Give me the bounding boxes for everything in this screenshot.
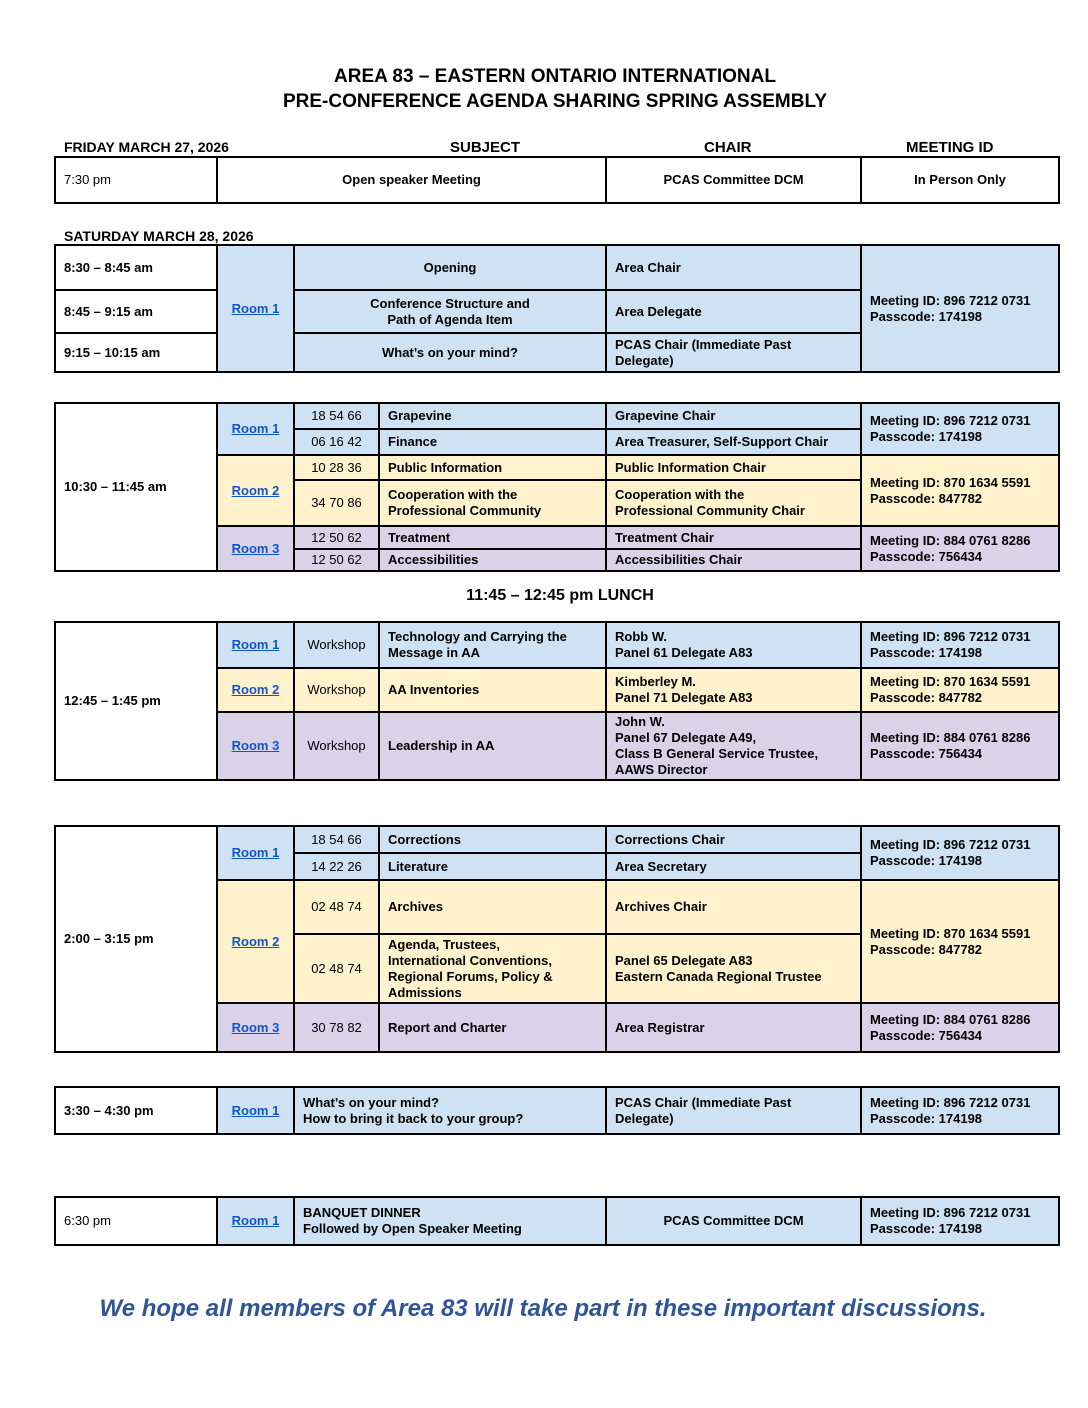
session-200-table: [54, 825, 1060, 1053]
chair-cell: Area Registrar: [606, 1003, 861, 1052]
room-1-link[interactable]: Room 1: [231, 1102, 280, 1118]
meeting-id: Meeting ID: 870 1634 5591: [870, 474, 1031, 490]
room-1-link[interactable]: Room 1: [231, 300, 280, 316]
room-1-link[interactable]: Room 1: [231, 1213, 280, 1228]
code-cell: 30 78 82: [294, 1003, 379, 1052]
passcode: Passcode: 174198: [870, 853, 983, 868]
chair-line: Eastern Canada Regional Trustee: [615, 968, 822, 984]
subject-cell: [294, 1197, 606, 1245]
subject-cell: Open speaker Meeting: [217, 157, 606, 203]
table-row: [55, 826, 1059, 853]
time-cell: 9:15 – 10:15 am: [55, 333, 217, 372]
chair-line: Panel 61 Delegate A83: [615, 645, 753, 660]
table-row: [55, 403, 1059, 429]
passcode: Passcode: 174198: [870, 429, 983, 444]
chair-cell: PCAS Committee DCM: [606, 1197, 861, 1245]
chair-cell: Grapevine Chair: [606, 403, 861, 429]
table-row: [55, 245, 1059, 290]
subject-cell: Finance: [379, 429, 606, 455]
subject-line: Professional Community: [388, 503, 542, 518]
saturday-date-heading: SATURDAY MARCH 28, 2026: [64, 228, 254, 244]
room-cell: [217, 1003, 294, 1052]
passcode: Passcode: 756434: [870, 548, 983, 564]
passcode: Passcode: 174198: [870, 1221, 983, 1236]
chair-column-header: CHAIR: [704, 139, 752, 156]
chair-line: Robb W.: [615, 629, 667, 644]
chair-cell: Area Secretary: [606, 853, 861, 880]
code-cell: 18 54 66: [294, 826, 379, 853]
time-cell: 8:45 – 9:15 am: [55, 290, 217, 333]
subject-cell: Corrections: [379, 826, 606, 853]
chair-line: John W.: [615, 714, 665, 729]
room-cell: [217, 712, 294, 780]
subject-line: Agenda, Trustees,: [388, 936, 500, 952]
room-1-link[interactable]: Room 1: [231, 845, 280, 860]
type-cell: Workshop: [294, 622, 379, 668]
chair-cell: Area Delegate: [606, 290, 861, 333]
subject-cell: Grapevine: [379, 403, 606, 429]
time-cell: 10:30 – 11:45 am: [55, 403, 217, 571]
subject-line: What’s on your mind?: [303, 1094, 440, 1110]
subject-cell: Leadership in AA: [379, 712, 606, 780]
time-cell: 3:30 – 4:30 pm: [55, 1087, 217, 1134]
time-cell: 2:00 – 3:15 pm: [55, 826, 217, 1052]
chair-line: Class B General Service Trustee,: [615, 746, 819, 761]
time-cell: 7:30 pm: [55, 157, 217, 203]
meeting-id: Meeting ID: 896 7212 0731: [870, 292, 1031, 308]
chair-line: Cooperation with the: [615, 487, 745, 502]
chair-cell: Treatment Chair: [606, 526, 861, 549]
subject-cell: Accessibilities: [379, 549, 606, 571]
code-cell: 14 22 26: [294, 853, 379, 880]
room-cell: [217, 622, 294, 668]
room-cell: [217, 1087, 294, 1134]
room-cell: [217, 455, 294, 526]
meeting-id-column-header: MEETING ID: [906, 139, 994, 156]
chair-cell: [606, 668, 861, 712]
meeting-id: Meeting ID: 896 7212 0731: [870, 837, 1031, 852]
subject-cell: Public Information: [379, 455, 606, 480]
passcode: Passcode: 756434: [870, 746, 983, 761]
subject-line: Cooperation with the: [388, 487, 518, 502]
chair-cell: [606, 934, 861, 1003]
subject-line: Message in AA: [388, 645, 480, 660]
subject-cell: Treatment: [379, 526, 606, 549]
subject-line: BANQUET DINNER: [303, 1205, 421, 1220]
meeting-id: Meeting ID: 884 0761 8286: [870, 1011, 1031, 1027]
session-1245-table: [54, 621, 1060, 781]
subject-line: International Conventions,: [388, 952, 552, 968]
code-cell: 02 48 74: [294, 880, 379, 934]
subject-line: Regional Forums, Policy &: [388, 968, 553, 984]
meeting-cell: In Person Only: [861, 157, 1059, 203]
room-cell: [217, 1197, 294, 1245]
meeting-cell: [861, 826, 1059, 880]
lunch-break-label: 11:45 – 12:45 pm LUNCH: [466, 587, 654, 604]
room-3-link[interactable]: Room 3: [231, 738, 280, 753]
friday-table: [54, 156, 1060, 204]
closing-message: We hope all members of Area 83 will take part in these important discussions.: [99, 1295, 987, 1322]
chair-line: PCAS Chair (Immediate Past: [615, 336, 792, 352]
chair-line: PCAS Chair (Immediate Past: [615, 1094, 792, 1110]
chair-cell: Accessibilities Chair: [606, 549, 861, 571]
chair-cell: Corrections Chair: [606, 826, 861, 853]
chair-cell: [606, 480, 861, 526]
chair-cell: Area Treasurer, Self-Support Chair: [606, 429, 861, 455]
room-2-link[interactable]: Room 2: [231, 933, 280, 949]
subject-cell: [379, 622, 606, 668]
meeting-id: Meeting ID: 896 7212 0731: [870, 1205, 1031, 1220]
subject-cell: What’s on your mind?: [294, 333, 606, 372]
passcode: Passcode: 174198: [870, 308, 983, 324]
time-cell: 12:45 – 1:45 pm: [55, 622, 217, 780]
passcode: Passcode: 847782: [870, 690, 983, 705]
room-3-link[interactable]: Room 3: [231, 1019, 280, 1035]
passcode: Passcode: 847782: [870, 490, 983, 506]
meeting-cell: [861, 622, 1059, 668]
meeting-cell: [861, 1087, 1059, 1134]
meeting-cell: [861, 668, 1059, 712]
code-cell: 10 28 36: [294, 455, 379, 480]
subject-cell: [294, 1087, 606, 1134]
code-cell: 34 70 86: [294, 480, 379, 526]
meeting-cell: [861, 526, 1059, 571]
code-cell: 12 50 62: [294, 526, 379, 549]
room-1-link[interactable]: Room 1: [231, 421, 280, 436]
code-cell: 02 48 74: [294, 934, 379, 1003]
chair-cell: [606, 712, 861, 780]
room-3-link[interactable]: Room 3: [231, 540, 280, 556]
subject-cell: Archives: [379, 880, 606, 934]
passcode: Passcode: 756434: [870, 1027, 983, 1043]
subject-cell: AA Inventories: [379, 668, 606, 712]
subject-cell: Literature: [379, 853, 606, 880]
session-1030-table: [54, 402, 1060, 572]
subject-cell: [379, 934, 606, 1003]
room-cell: [217, 826, 294, 880]
session-330-table: [54, 1086, 1060, 1135]
meeting-id: Meeting ID: 870 1634 5591: [870, 925, 1031, 941]
room-2-link[interactable]: Room 2: [231, 682, 280, 697]
subject-cell: [294, 290, 606, 333]
room-1-link[interactable]: Room 1: [231, 637, 280, 652]
type-cell: Workshop: [294, 712, 379, 780]
code-cell: 12 50 62: [294, 549, 379, 571]
time-cell: 6:30 pm: [55, 1197, 217, 1245]
meeting-id: Meeting ID: 896 7212 0731: [870, 629, 1031, 644]
room-cell: [217, 403, 294, 455]
subject-line: Path of Agenda Item: [387, 311, 513, 327]
meeting-cell: [861, 1003, 1059, 1052]
meeting-id: Meeting ID: 896 7212 0731: [870, 413, 1031, 428]
passcode: Passcode: 847782: [870, 941, 983, 957]
subject-line: Followed by Open Speaker Meeting: [303, 1221, 522, 1236]
room-cell: [217, 526, 294, 571]
room-cell: [217, 245, 294, 372]
meeting-cell: [861, 880, 1059, 1003]
table-row: [55, 1087, 1059, 1134]
code-cell: 18 54 66: [294, 403, 379, 429]
room-cell: [217, 668, 294, 712]
chair-cell: [606, 1087, 861, 1134]
subject-cell: [379, 480, 606, 526]
meeting-cell: [861, 712, 1059, 780]
subject-line: How to bring it back to your group?: [303, 1110, 524, 1126]
meeting-id: Meeting ID: 884 0761 8286: [870, 532, 1031, 548]
chair-cell: [606, 333, 861, 372]
chair-cell: Public Information Chair: [606, 455, 861, 480]
table-row: [55, 157, 1059, 203]
chair-line: Panel 67 Delegate A49,: [615, 730, 757, 745]
room-cell: [217, 880, 294, 1003]
chair-line: AAWS Director: [615, 762, 708, 777]
chair-cell: [606, 622, 861, 668]
chair-line: Kimberley M.: [615, 674, 696, 689]
meeting-id: Meeting ID: 884 0761 8286: [870, 730, 1031, 745]
table-row: [55, 622, 1059, 668]
session-630-table: [54, 1196, 1060, 1246]
meeting-id: Meeting ID: 870 1634 5591: [870, 674, 1031, 689]
meeting-cell: [861, 245, 1059, 372]
passcode: Passcode: 174198: [870, 645, 983, 660]
chair-line: Delegate): [615, 1110, 674, 1126]
time-cell: 8:30 – 8:45 am: [55, 245, 217, 290]
table-row: [55, 1197, 1059, 1245]
subject-cell: Opening: [294, 245, 606, 290]
chair-cell: Archives Chair: [606, 880, 861, 934]
room-2-link[interactable]: Room 2: [231, 482, 280, 498]
meeting-cell: [861, 403, 1059, 455]
subject-column-header: SUBJECT: [450, 139, 521, 156]
document-title-line1: AREA 83 – EASTERN ONTARIO INTERNATIONAL: [334, 66, 776, 87]
meeting-id: Meeting ID: 896 7212 0731: [870, 1094, 1031, 1110]
chair-line: Panel 71 Delegate A83: [615, 690, 753, 705]
subject-cell: Report and Charter: [379, 1003, 606, 1052]
code-cell: 06 16 42: [294, 429, 379, 455]
subject-line: Conference Structure and: [370, 295, 530, 311]
passcode: Passcode: 174198: [870, 1110, 983, 1126]
friday-date-heading: FRIDAY MARCH 27, 2026: [64, 139, 229, 155]
meeting-cell: [861, 455, 1059, 526]
subject-line: Technology and Carrying the: [388, 629, 567, 644]
chair-line: Professional Community Chair: [615, 503, 805, 518]
chair-line: Delegate): [615, 352, 674, 368]
subject-line: Admissions: [388, 984, 462, 1000]
meeting-cell: [861, 1197, 1059, 1245]
chair-line: Panel 65 Delegate A83: [615, 952, 753, 968]
document-title-line2: PRE-CONFERENCE AGENDA SHARING SPRING ASSEMBLY: [282, 91, 828, 112]
type-cell: Workshop: [294, 668, 379, 712]
chair-cell: PCAS Committee DCM: [606, 157, 861, 203]
chair-cell: Area Chair: [606, 245, 861, 290]
morning-table: [54, 244, 1060, 373]
